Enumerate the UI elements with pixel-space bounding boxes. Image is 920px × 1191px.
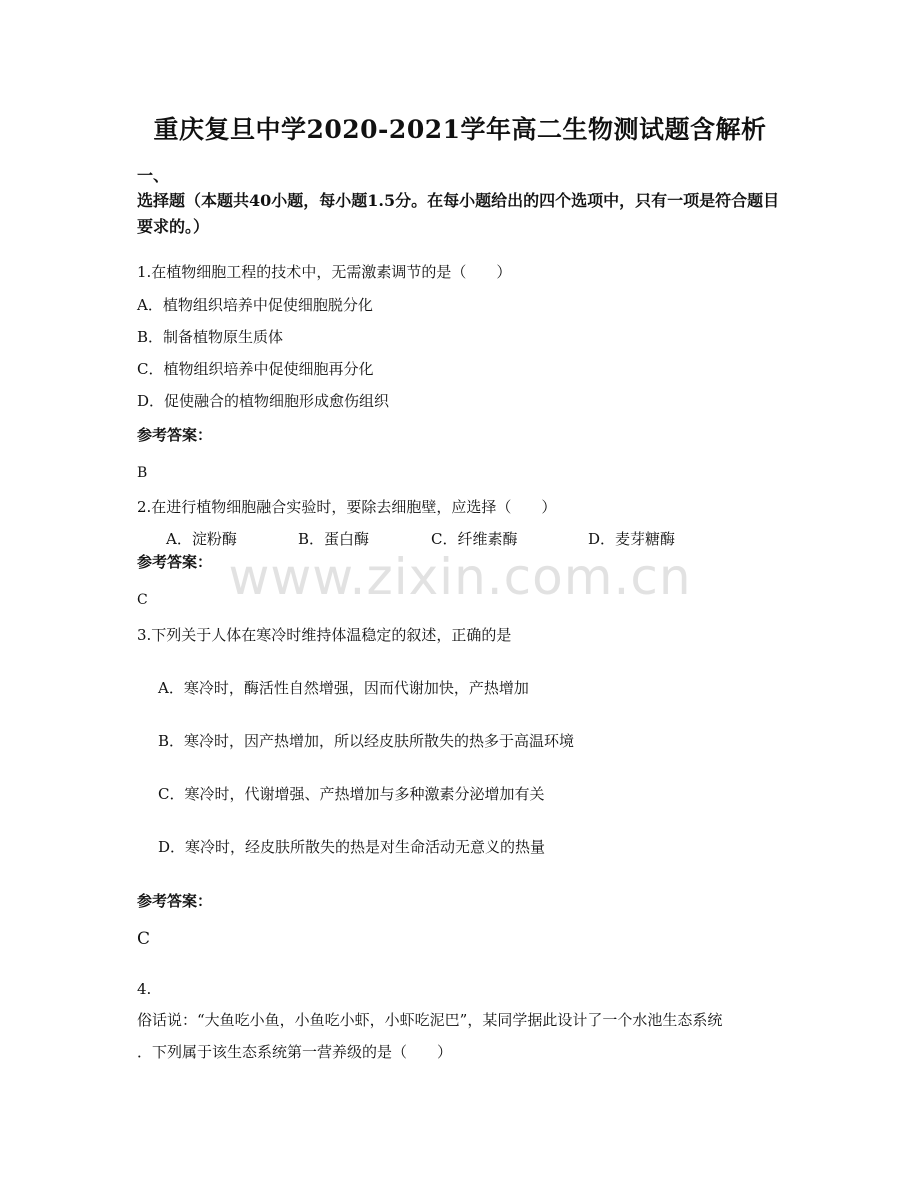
question-3-option-b: B．寒冷时，因产热增加，所以经皮肤所散失的热多于高温环境 (158, 732, 575, 750)
question-2-option-d: D．麦芽糖酶 (588, 530, 676, 548)
question-1-stem: 1.在植物细胞工程的技术中，无需激素调节的是（ ） (137, 263, 512, 281)
answer-label: 参考答案： (137, 553, 213, 571)
page-title: 重庆复旦中学2020-2021学年高二生物测试题含解析 (153, 115, 767, 144)
question-3-stem: 3.下列关于人体在寒冷时维持体温稳定的叙述，正确的是 (137, 626, 512, 644)
question-4-number: 4. (137, 980, 152, 998)
question-2-option-a: A．淀粉酶 (166, 530, 237, 548)
section-description: 选择题（本题共40小题，每小题1.5分。在每小题给出的四个选项中，只有一项是符合题目要求的。） (137, 191, 780, 236)
question-1-option-d: D．促使融合的植物细胞形成愈伤组织 (137, 392, 390, 410)
watermark: www.zixin.com.cn (228, 548, 692, 606)
question-1-option-c: C．植物组织培养中促使细胞再分化 (137, 360, 374, 378)
section-number: 一、 (137, 166, 170, 185)
question-3-option-a: A．寒冷时，酶活性自然增强，因而代谢加快，产热增加 (158, 679, 529, 697)
question-3-option-c: C．寒冷时，代谢增强、产热增加与多种激素分泌增加有关 (158, 785, 545, 803)
question-2-option-b: B．蛋白酶 (298, 530, 370, 548)
question-2-stem: 2.在进行植物细胞融合实验时，要除去细胞壁，应选择（ ） (137, 498, 557, 516)
question-1-option-b: B．制备植物原生质体 (137, 328, 284, 346)
answer-label: 参考答案： (137, 426, 213, 444)
question-4-stem-line-2: ．下列属于该生态系统第一营养级的是（ ） (137, 1043, 453, 1061)
question-2-answer: C (137, 592, 148, 608)
question-1-answer: B (137, 465, 148, 481)
answer-label: 参考答案： (137, 892, 213, 910)
question-4-stem-line-1: 俗话说：“大鱼吃小鱼，小鱼吃小虾，小虾吃泥巴”，某同学据此设计了一个水池生态系统 (137, 1011, 723, 1029)
question-3-option-d: D．寒冷时，经皮肤所散失的热是对生命活动无意义的热量 (158, 838, 546, 856)
question-1-option-a: A．植物组织培养中促使细胞脱分化 (137, 296, 373, 314)
question-3-answer: C (137, 929, 151, 949)
question-2-option-c: C．纤维素酶 (431, 530, 518, 548)
